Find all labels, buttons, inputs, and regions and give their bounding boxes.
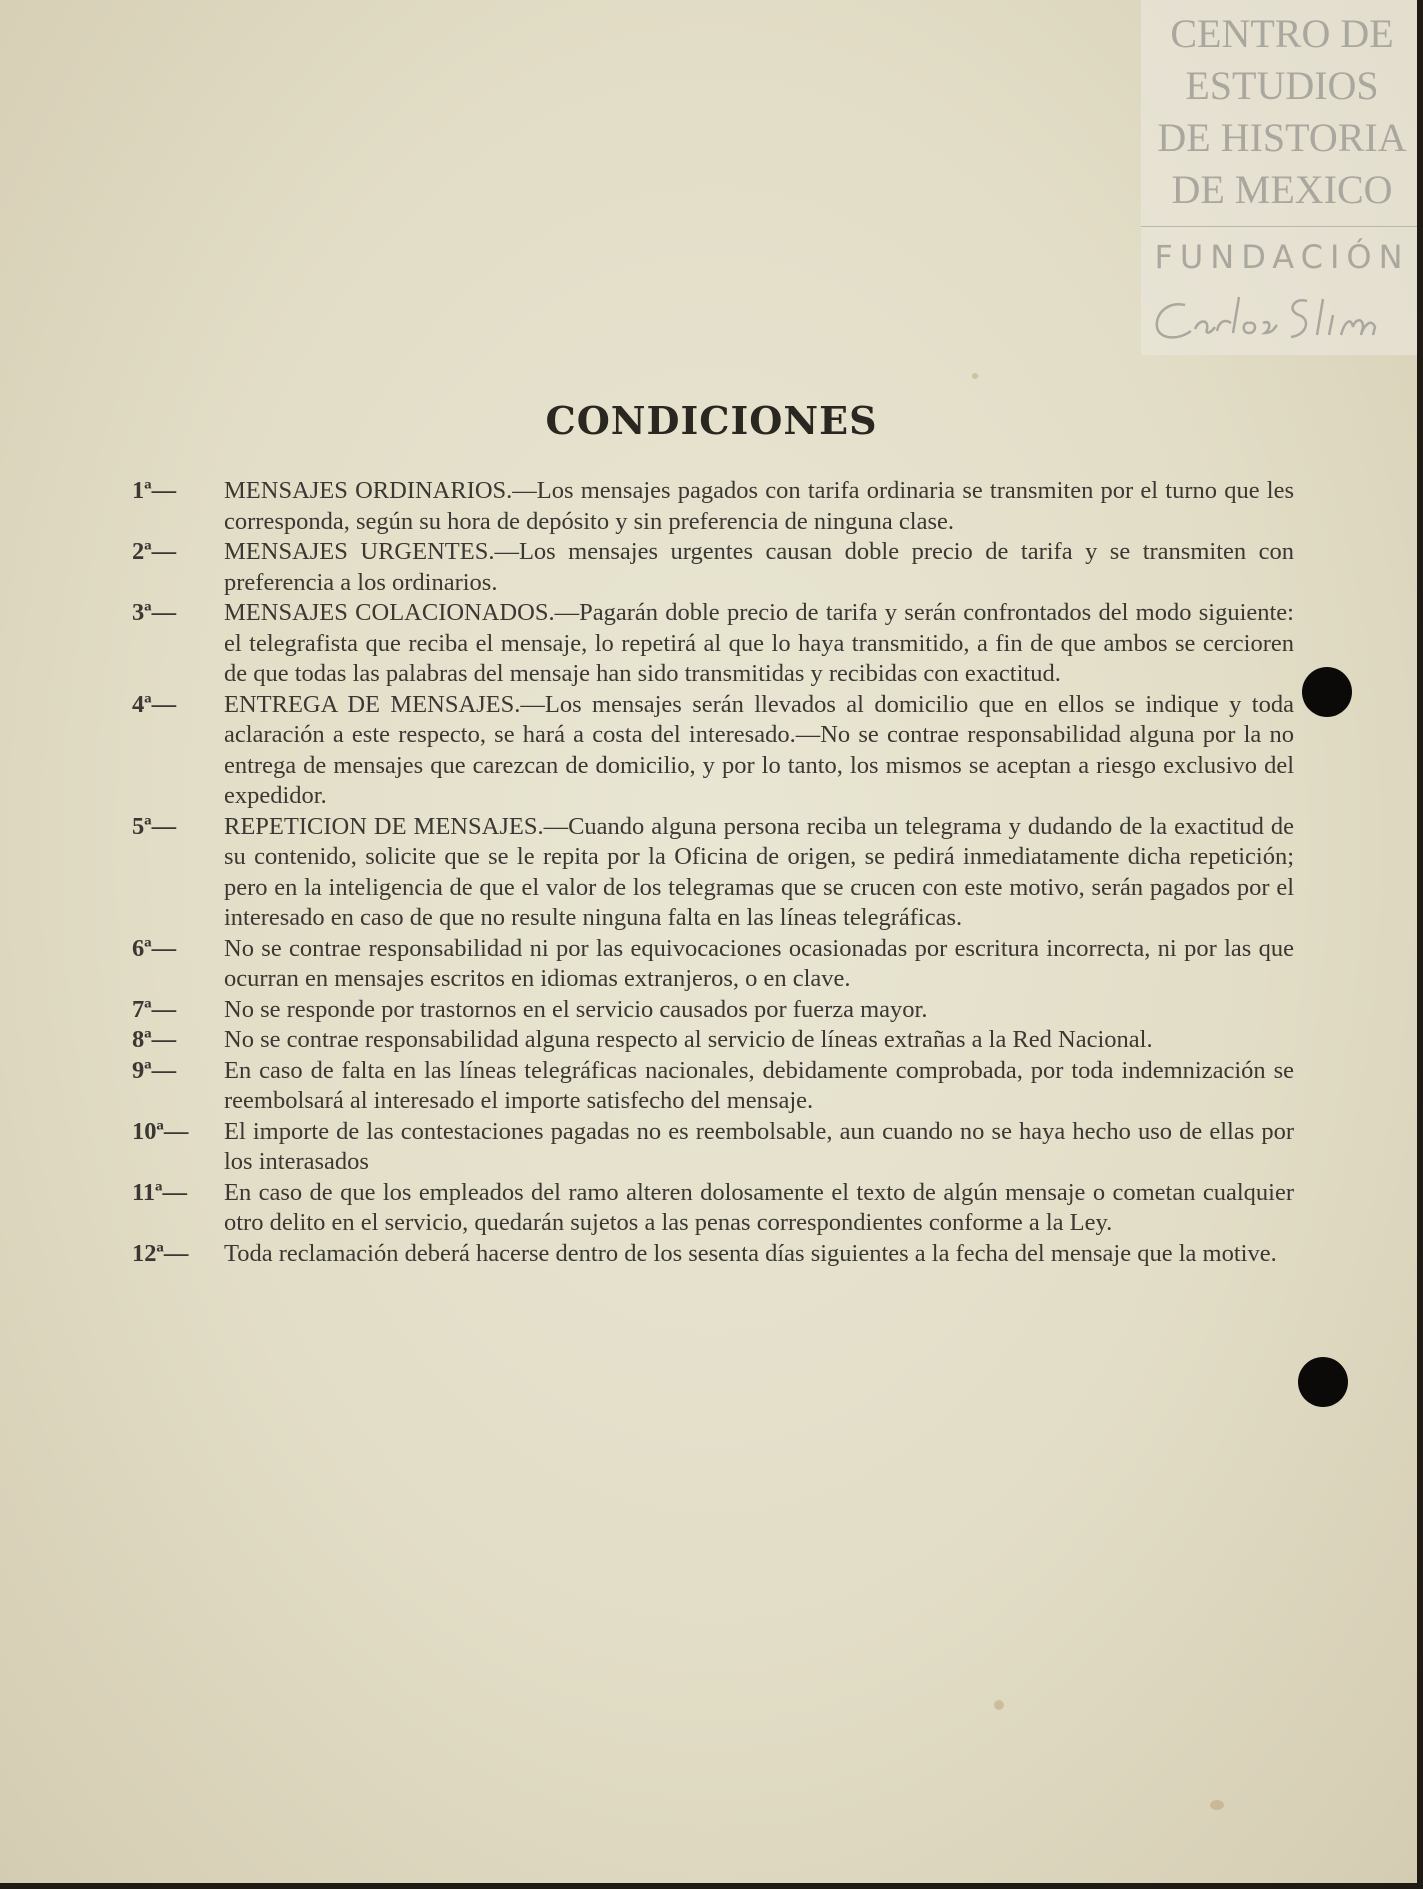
clause-text: REPETICION DE MENSAJES.—Cuando alguna persona reciba un telegrama y dudando de la exactitud de su contenido, solicite que se le repita por la Oficina de origen, se pedirá inmediatamente dicha repetición; pero en la inteligencia de que el valor de los telegramas que se crucen con este motivo, serán pagados por el interesado en caso de que no resulte ninguna falta en las líneas telegráficas. — [224, 812, 1294, 931]
clause-number: 8ª — [132, 1026, 152, 1053]
clause-number: 12ª — [132, 1239, 164, 1267]
clause-number: 10ª — [132, 1117, 164, 1145]
condition-clause: 4ª— ENTREGA DE MENSAJES.—Los mensajes serán llevados al domicilio que en ellos se indique y toda aclaración a este respecto, se hará a costa del interesado.—No se contrae responsabilidad alguna por la no entrega de mensajes que carezcan de domicilio, y por lo tanto, los mismos se aceptan a riesgo exclusivo del expedidor. — [132, 690, 1294, 809]
clause-number: 3ª — [132, 599, 152, 626]
conditions-list — [132, 476, 1294, 1269]
clause-number: 5ª — [132, 812, 152, 840]
condition-clause: 7ª— No se responde por trastornos en el servicio causados por fuerza mayor. — [132, 995, 928, 1023]
clause-text: ENTREGA DE MENSAJES.—Los mensajes serán llevados al domicilio que en ellos se indique y toda aclaración a este respecto, se hará a costa del interesado.—No se contrae responsabilidad alguna por la no entrega de mensajes que carezcan de domicilio, y por lo tanto, los mismos se aceptan a riesgo exclusivo del expedidor. — [224, 690, 1294, 809]
clause-number: 6ª — [132, 934, 152, 962]
stamp-line: DE MEXICO — [1171, 167, 1393, 212]
clause-text: En caso de falta en las líneas telegráficas nacionales, debidamente comprobada, por toda indemnización se reembolsará al interesado el importe satisfecho del mensaje. — [224, 1056, 1294, 1114]
condition-clause: 11ª— En caso de que los empleados del ramo alteren dolosamente el texto de algún mensaje o cometan cualquier otro delito en el servicio, quedarán sujetos a las penas correspondientes conforme a la Ley. — [132, 1178, 1294, 1236]
condition-clause: 3ª— MENSAJES COLACIONADOS.—Pagarán doble precio de tarifa y serán confrontados del modo siguiente: el telegrafista que reciba el mensaje, lo repetirá al que lo haya transmitido, a fin de que ambos se cercioren de que todas las palabras del mensaje han sido transmitidas y recibidas con exactitud. — [132, 599, 1294, 687]
stamp-line: CENTRO DE — [1170, 11, 1394, 56]
clause-text: Toda reclamación deberá hacerse dentro de los sesenta días siguientes a la fecha del mensaje que la motive. — [224, 1239, 1277, 1267]
clause-text: MENSAJES COLACIONADOS.—Pagarán doble precio de tarifa y serán confrontados del modo siguiente: el telegrafista que reciba el mensaje, lo repetirá al que lo haya transmitido, a fin de que ambos se cercioren de que todas las palabras del mensaje han sido transmitidas y recibidas con exactitud. — [224, 599, 1294, 687]
condition-clause: 6ª— No se contrae responsabilidad ni por las equivocaciones ocasionadas por escritura incorrecta, ni por las que ocurran en mensajes escritos en idiomas extranjeros, o en clave. — [132, 934, 1294, 992]
clause-text: En caso de que los empleados del ramo alteren dolosamente el texto de algún mensaje o cometan cualquier otro delito en el servicio, quedarán sujetos a las penas correspondientes conforme a la Ley. — [224, 1178, 1294, 1236]
clause-number: 1ª — [132, 477, 152, 504]
condition-clause: 8ª— No se contrae responsabilidad alguna respecto al servicio de líneas extrañas a la Red Nacional. — [132, 1026, 1153, 1053]
paper-stain — [994, 1700, 1004, 1710]
stamp-foundation: FUNDACIÓN — [1154, 238, 1410, 276]
stamp-line: DE HISTORIA — [1157, 115, 1407, 160]
clause-text: No se responde por trastornos en el servicio causados por fuerza mayor. — [224, 995, 928, 1023]
paper-stain — [1210, 1800, 1224, 1810]
clause-number: 4ª — [132, 690, 152, 718]
signature-logo-icon — [1141, 283, 1423, 357]
clause-text: MENSAJES URGENTES.—Los mensajes urgentes causan doble precio de tarifa y se transmiten con preferencia a los ordinarios. — [224, 538, 1294, 596]
condition-clause: 1ª— MENSAJES ORDINARIOS.—Los mensajes pagados con tarifa ordinaria se transmiten por el turno que les corresponda, según su hora de depósito y sin preferencia de ninguna clase. — [132, 477, 1294, 535]
stamp-divider — [1141, 226, 1423, 227]
condition-clause: 12ª— Toda reclamación deberá hacerse dentro de los sesenta días siguientes a la fecha del mensaje que la motive. — [132, 1239, 1277, 1267]
archive-watermark-stamp — [1141, 0, 1423, 355]
stamp-line: ESTUDIOS — [1185, 63, 1379, 108]
condition-clause: 5ª— REPETICION DE MENSAJES.—Cuando alguna persona reciba un telegrama y dudando de la exactitud de su contenido, solicite que se le repita por la Oficina de origen, se pedirá inmediatamente dicha repetición; pero en la inteligencia de que el valor de los telegramas que se crucen con este motivo, serán pagados por el interesado en caso de que no resulte ninguna falta en las líneas telegráficas. — [132, 812, 1294, 931]
clause-number: 11ª — [132, 1178, 163, 1206]
scan-border — [1417, 0, 1423, 1889]
document-title: CONDICIONES — [545, 398, 878, 443]
clause-number: 2ª — [132, 538, 152, 565]
condition-clause: 2ª— MENSAJES URGENTES.—Los mensajes urgentes causan doble precio de tarifa y se transmiten con preferencia a los ordinarios. — [132, 538, 1294, 596]
clause-number: 7ª — [132, 995, 152, 1023]
clause-text: No se contrae responsabilidad ni por las equivocaciones ocasionadas por escritura incorrecta, ni por las que ocurran en mensajes escritos en idiomas extranjeros, o en clave. — [224, 934, 1294, 992]
condition-clause: 9ª— En caso de falta en las líneas telegráficas nacionales, debidamente comprobada, por toda indemnización se reembolsará al interesado el importe satisfecho del mensaje. — [132, 1056, 1294, 1114]
clause-text: MENSAJES ORDINARIOS.—Los mensajes pagados con tarifa ordinaria se transmiten por el turno que les corresponda, según su hora de depósito y sin preferencia de ninguna clase. — [224, 477, 1294, 535]
scan-border — [0, 1883, 1423, 1889]
condition-clause: 10ª— El importe de las contestaciones pagadas no es reembolsable, aun cuando no se haya hecho uso de ellas por los interasados — [132, 1117, 1294, 1175]
paper-stain — [972, 373, 978, 379]
punch-hole — [1298, 1357, 1348, 1407]
punch-hole — [1302, 667, 1352, 717]
clause-number: 9ª — [132, 1056, 152, 1084]
clause-text: No se contrae responsabilidad alguna respecto al servicio de líneas extrañas a la Red Nacional. — [224, 1026, 1153, 1053]
clause-text: El importe de las contestaciones pagadas no es reembolsable, aun cuando no se haya hecho uso de ellas por los interasados — [224, 1117, 1294, 1175]
